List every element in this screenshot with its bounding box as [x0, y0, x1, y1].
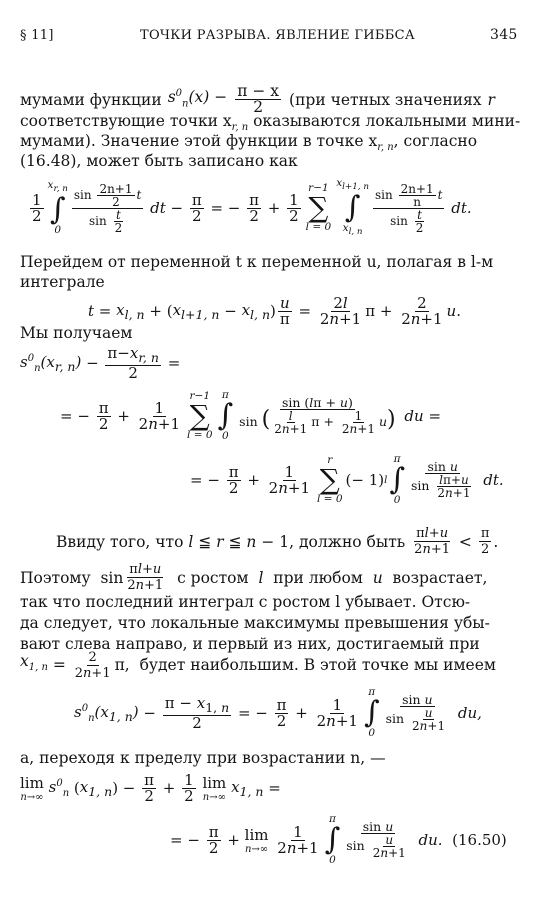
equation-first-maximum: $s^0_n(x_{1, n})$ − $\pi - x_{1, n}$ 2 = − π 2 + 1 2n+1 π ∫ 0 sin u sin $\frac{u}{2n+1}$ du, [74, 686, 482, 739]
text-line-7: Мы получаем [20, 324, 133, 342]
equation-derivation-step2: = − π 2 + 1 2n+1 r ∑ l = 0 (− 1) l π ∫ 0 sin u sin $\frac{l\pi+u}{2n+1}$ dt. [190, 453, 504, 506]
text-line-14: а, переходя к пределу при возрастании n, — [20, 749, 386, 767]
text-line-9: Поэтому sin πl+u 2n+1 с ростом l при любом u возрастает, [20, 562, 488, 593]
text-line-8: Ввиду того, что l ≦ r ≦ n − 1 , должно быть πl+u 2n+1 < π 2 . [56, 526, 499, 557]
running-title: ТОЧКИ РАЗРЫВА. ЯВЛЕНИЕ ГИББСА [140, 28, 416, 43]
equation-substitution: t = $x_{l, n}$ + ( $x_{l+1, n}$ − $x_{l, n}$ ) u π = 2l 2n+1 π + 2 2n+1 u. [88, 293, 461, 328]
text-line-10: так что последний интеграл с ростом l убывает. Отсю- [20, 593, 471, 611]
text-line-11: да следует, что локальные максимумы превышения убы- [20, 614, 490, 632]
text-line-12: вают слева направо, и первый из них, достигаемый при [20, 635, 480, 653]
text-line-2: соответствующие точки $x_{r, n}$ оказываются локальными мини- [20, 112, 521, 134]
section-marker: § 11] [20, 28, 54, 43]
text-line-4: (16.48), может быть записано как [20, 152, 298, 170]
equation-integral-sum: 1 2 $x_{r, n}$ ∫ 0 sin $\frac{2n+1}{2}$ t sin $\frac{t}{2}$ dt − π 2 = − π 2 + 1 2 r−1 ∑ l = 0 $x_{l+1, n}$ ∫ $x_{l, n}$ sin $\frac{2n+1}{n}$ t sin $\frac{t}{2}$ dt. [32, 176, 472, 238]
equation-derivation-step1: = − π 2 + 1 2n+1 r−1 ∑ l = 0 π ∫ 0 sin (lπ + u) sin ( $\frac{l}{2n+1}$ π + $\frac{1}{2n+1}$ u) du = [60, 389, 442, 442]
text-line-5: Перейдем от переменной t к переменной u, полагая в l-м [20, 253, 494, 271]
page-number: 345 [490, 27, 518, 43]
equation-derivation-lhs: $s^0_n(x_{r, n})$ − $\pi-x_{r, n}$ 2 = [20, 343, 181, 382]
equation-number: (16.50) [452, 831, 507, 849]
text-line-1: мумами функции $s^0_n(x)$ − $\frac{\pi - x}{2}$ (при четных значениях r [20, 82, 495, 116]
text-line-6: интеграле [20, 273, 105, 291]
equation-limit-lhs: lim n→∞ $s^0_n$ ( $x_{1, n}$ ) − π 2 + 1 2 lim n→∞ $x_{1, n}$ = [20, 770, 281, 805]
equation-limit-rhs: = − π 2 + lim n→∞ 1 2n+1 π ∫ 0 sin u sin $\frac{u}{2n+1}$ du. (16.50) [170, 813, 507, 866]
text-line-13: $x_{1, n}$ = 2 2n+1 π, будет наибольшим. В этой точке мы имеем [20, 649, 496, 681]
text-line-3: мумами). Значение этой функции в точке $x_{r, n}$, согласно [20, 132, 478, 154]
